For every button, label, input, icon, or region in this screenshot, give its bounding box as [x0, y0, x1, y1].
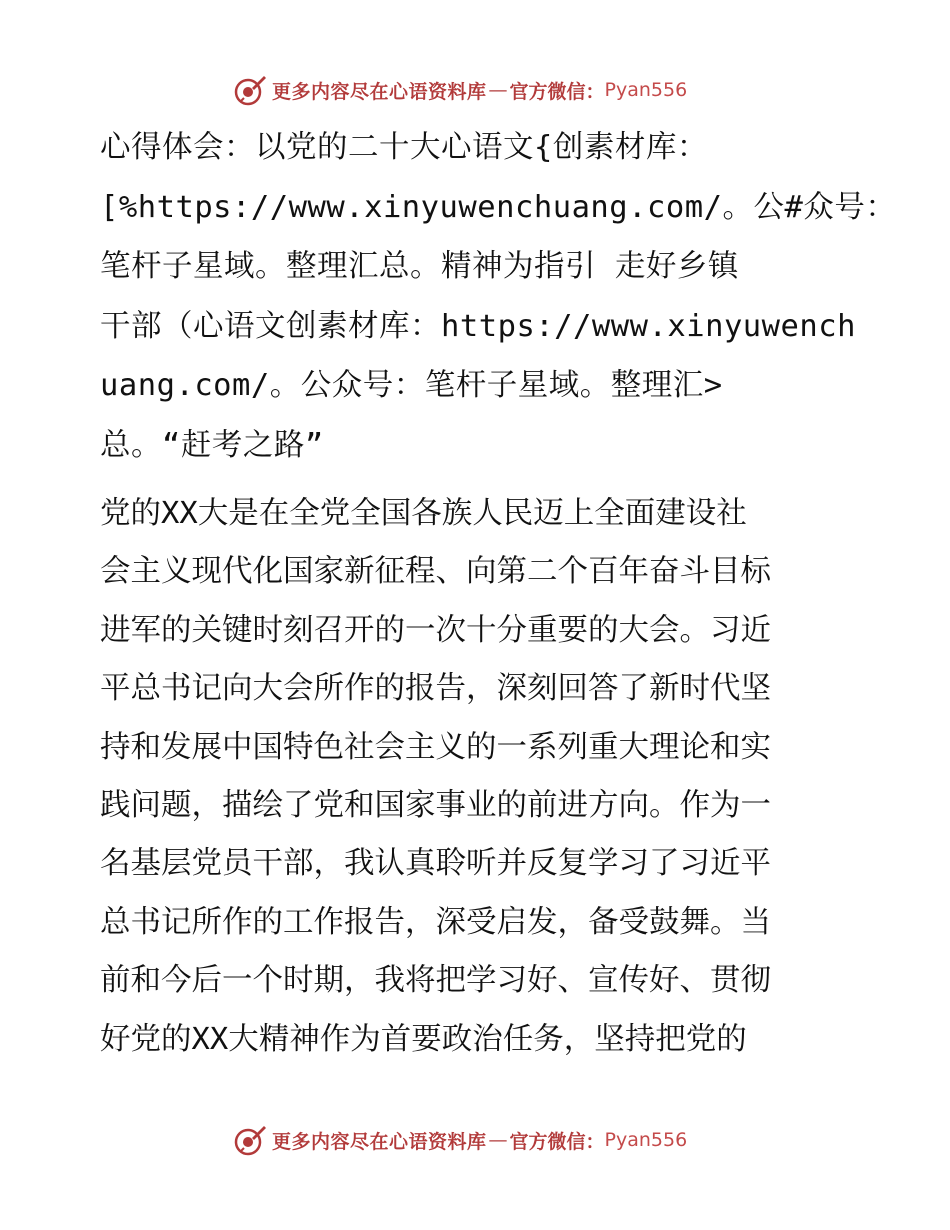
body-paragraph [100, 485, 852, 1069]
banner-main-text: 更多内容尽在心语资料库 [272, 80, 487, 103]
banner-wechat-label: 官方微信： [509, 80, 605, 103]
header-banner [232, 70, 752, 110]
banner-dash: — [488, 1129, 508, 1151]
title-line: 总。“赶考之路” [100, 427, 324, 463]
logo-icon [232, 72, 268, 108]
body-line: 践问题，描绘了党和国家事业的前进方向。作为一 [100, 787, 771, 823]
title-line: 心得体会：以党的二十大心语文{创素材库： [100, 130, 708, 165]
banner-wechat-id: Pyan556 [604, 1129, 688, 1151]
banner-wechat-label: 官方微信： [509, 1130, 605, 1153]
banner-dash: — [488, 79, 508, 101]
body-line: 进军的关键时刻召开的一次十分重要的大会。习近 [100, 612, 771, 648]
body-line: 前和今后一个时期，我将把学习好、宣传好、贯彻 [100, 963, 771, 999]
body-line: 平总书记向大会所作的报告，深刻回答了新时代坚 [100, 671, 771, 707]
title-line: uang.com/。公众号：笔杆子星域。整理汇> [100, 368, 723, 403]
body-line: 总书记所作的工作报告，深受启发，备受鼓舞。当 [100, 904, 771, 940]
footer-banner [232, 1120, 752, 1160]
body-line: 名基层党员干部，我认真聆听并反复学习了习近平 [100, 846, 771, 882]
body-line: 会主义现代化国家新征程、向第二个百年奋斗目标 [100, 554, 771, 590]
body-line: 好党的XX大精神作为首要政治任务，坚持把党的 [100, 1021, 747, 1057]
banner-main-text: 更多内容尽在心语资料库 [272, 1130, 487, 1153]
logo-icon [232, 1122, 268, 1158]
body-line: 持和发展中国特色社会主义的一系列重大理论和实 [100, 729, 771, 765]
title-line: [%https://www.xinyuwenchuang.com/。公#众号： [100, 189, 897, 225]
body-line: 党的XX大是在全党全国各族人民迈上全面建设社 [100, 496, 747, 531]
title-line: 干部（心语文创素材库：https://www.xinyuwench [100, 308, 856, 344]
document-title [100, 118, 897, 475]
banner-wechat-id: Pyan556 [604, 79, 688, 101]
title-line: 笔杆子星域。整理汇总。精神为指引 走好乡镇 [100, 249, 739, 284]
